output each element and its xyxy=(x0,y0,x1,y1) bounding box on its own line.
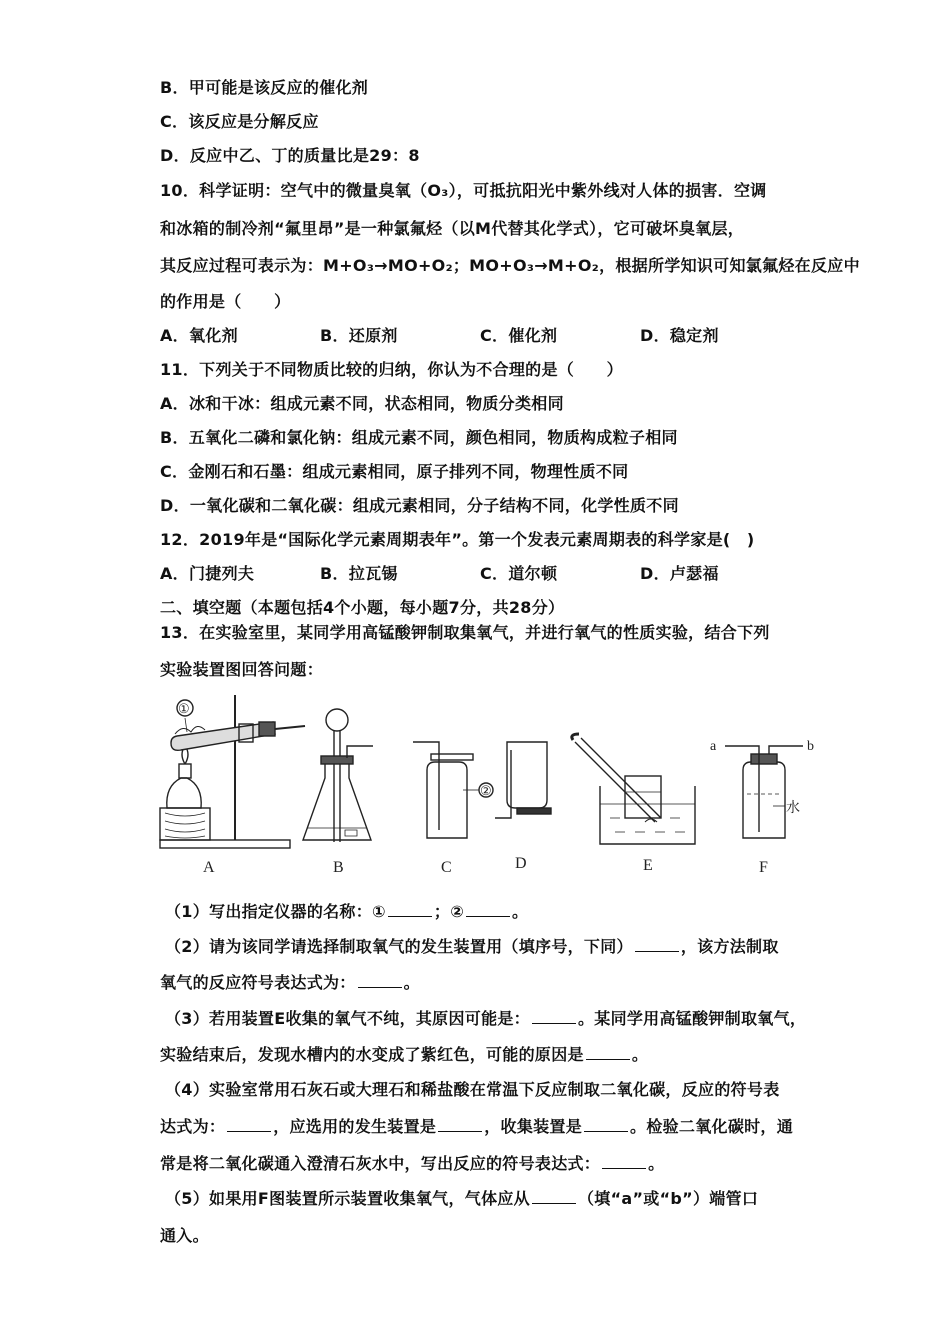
q13-part5-line2: 通入。 xyxy=(160,1226,209,1245)
q12-option-d: D．卢瑟福 xyxy=(640,564,719,583)
apparatus-f xyxy=(725,746,803,838)
blank-4-2[interactable] xyxy=(438,1117,482,1132)
label-e: E xyxy=(643,857,653,874)
q13-part4b-mid1: ，应选用的发生装置是 xyxy=(273,1117,437,1136)
q13-stem-line2: 实验装置图回答问题： xyxy=(160,660,324,679)
q12-option-b: B．拉瓦锡 xyxy=(320,564,398,583)
q13-part4: （4）实验室常用石灰石或大理石和稀盐酸在常温下反应制取二氧化碳，反应的符号表 xyxy=(165,1080,780,1099)
delivery-tube-e xyxy=(575,738,661,822)
label-c: C xyxy=(441,859,452,876)
q10-option-a: A．氧化剂 xyxy=(160,326,238,345)
tube-d xyxy=(495,750,511,818)
blank-3-1[interactable] xyxy=(532,1009,576,1024)
q13-part5 xyxy=(165,1189,758,1209)
q12-option-a: A．门捷列夫 xyxy=(160,564,255,583)
q11-option-b: B．五氧化二磷和氯化钠：组成元素不同，颜色相同，物质构成粒子相同 xyxy=(160,428,678,447)
apparatus-b xyxy=(303,709,373,842)
q12-options xyxy=(160,564,800,584)
q10-option-b: B．还原剂 xyxy=(320,326,398,345)
q9-option-c: C．该反应是分解反应 xyxy=(160,112,319,131)
blank-2-2[interactable] xyxy=(358,973,402,988)
label-d: D xyxy=(515,855,527,872)
stand-base xyxy=(160,840,290,848)
blank-1-2[interactable] xyxy=(466,902,510,917)
q11-stem: 11．下列关于不同物质比较的归纳，你认为不合理的是（ ） xyxy=(160,360,623,379)
q11-option-d: D．一氧化碳和二氧化碳：组成元素相同，分子结构不同，化学性质不同 xyxy=(160,496,679,515)
lamp-cap xyxy=(179,764,191,778)
blank-4-3[interactable] xyxy=(584,1117,628,1132)
q13-part4b-text: 达式为： xyxy=(160,1117,226,1136)
mark-2: ② xyxy=(480,783,492,798)
q13-part4-line2 xyxy=(160,1117,793,1137)
stopper-a xyxy=(259,722,275,736)
q10-stem-line3: 其反应过程可表示为：M+O₃→MO+O₂；MO+O₃→M+O₂，根据所学知识可知氯氟烃在反应中 xyxy=(160,256,860,275)
blank-1-1[interactable] xyxy=(388,902,432,917)
q11-option-a: A．冰和干冰：组成元素不同，状态相同，物质分类相同 xyxy=(160,394,564,413)
q12-stem: 12．2019年是“国际化学元素周期表年”。第一个发表元素周期表的科学家是( ) xyxy=(160,530,755,549)
blank-2-1[interactable] xyxy=(635,937,679,952)
q13-part4-line3 xyxy=(160,1154,664,1174)
q10-stem-line4: 的作用是（ ） xyxy=(160,292,291,311)
stopper-b xyxy=(321,756,353,764)
q13-part4b-post: 。检验二氧化碳时，通 xyxy=(630,1117,794,1136)
q13-part4b-mid2: ，收集装置是 xyxy=(484,1117,583,1136)
q13-part2 xyxy=(165,937,779,957)
label-f: F xyxy=(759,859,768,876)
glass-plate-c xyxy=(431,754,473,760)
tube-c xyxy=(413,742,439,830)
pointer-1 xyxy=(185,718,187,732)
q13-part3-post: 。某同学用高锰酸钾制取氧气， xyxy=(577,1009,807,1028)
alcohol-lamp xyxy=(167,778,201,808)
funnel-bulb xyxy=(326,709,348,731)
q13-part3-text: （3）若用装置E收集的氧气不纯，其原因可能是： xyxy=(165,1009,530,1028)
blank-4-1[interactable] xyxy=(227,1117,271,1132)
q13-part3b-end: 。 xyxy=(631,1045,649,1064)
q13-part3-line2 xyxy=(160,1045,648,1065)
blank-4-4[interactable] xyxy=(602,1154,646,1169)
gas-bottle-f xyxy=(743,762,785,838)
q10-option-c: C．催化剂 xyxy=(480,326,558,345)
gas-bottle-d xyxy=(507,742,547,808)
apparatus-e xyxy=(572,734,695,844)
water-label: 水 xyxy=(786,800,800,816)
q13-part1-mid: ；② xyxy=(433,902,465,921)
q11-option-c: C．金刚石和石墨：组成元素相同，原子排列不同，物理性质不同 xyxy=(160,462,629,481)
q13-part1-end: 。 xyxy=(512,902,529,921)
blank-3-2[interactable] xyxy=(586,1045,630,1060)
q13-part2b-text: 氧气的反应符号表达式为： xyxy=(160,973,356,992)
glass-plate-d xyxy=(517,808,551,814)
q13-part5-text: （5）如果用F图装置所示装置收集氧气，气体应从 xyxy=(165,1189,530,1208)
q10-stem-line1: 10．科学证明：空气中的微量臭氧（O₃），可抵抗阳光中紫外线对人体的损害．空调 xyxy=(160,181,767,200)
q10-options xyxy=(160,326,800,346)
label-b: B xyxy=(333,859,344,876)
q13-part4c-text: 常是将二氧化碳通入澄清石灰水中，写出反应的符号表达式： xyxy=(160,1154,601,1173)
q13-part2b-end: 。 xyxy=(403,973,420,992)
stopper-f xyxy=(751,754,777,764)
q9-option-d: D．反应中乙、丁的质量比是29：8 xyxy=(160,146,420,165)
label-a: A xyxy=(203,859,215,876)
q10-stem-line2: 和冰箱的制冷剂“氟里昂”是一种氯氟烃（以M代替其化学式），它可破坏臭氧层， xyxy=(160,219,745,238)
q13-part2-post: ，该方法制取 xyxy=(680,937,779,956)
apparatus-diagram xyxy=(155,690,815,880)
q12-option-c: C．道尔顿 xyxy=(480,564,558,583)
q13-part1 xyxy=(165,902,528,922)
section-heading: 二、填空题（本题包括4个小题，每小题7分，共28分） xyxy=(160,598,565,617)
q13-part1-text: （1）写出指定仪器的名称：① xyxy=(165,902,386,921)
q13-stem-line1: 13．在实验室里，某同学用高锰酸钾制取集氧气，并进行氧气的性质实验，结合下列 xyxy=(160,623,770,642)
blank-5-1[interactable] xyxy=(532,1189,576,1204)
q13-part2-line2 xyxy=(160,973,420,993)
q13-part5-post: （填“a”或“b”）端管口 xyxy=(577,1189,759,1208)
gas-bottle-c xyxy=(427,762,467,838)
q13-part3 xyxy=(165,1009,806,1029)
port-b-label: b xyxy=(807,739,814,754)
q10-option-d: D．稳定剂 xyxy=(640,326,719,345)
apparatus-d xyxy=(495,742,551,818)
port-a-label: a xyxy=(710,739,717,754)
q13-part3b-text: 实验结束后，发现水槽内的水变成了紫红色，可能的原因是 xyxy=(160,1045,584,1064)
q13-part4c-end: 。 xyxy=(648,1154,665,1173)
mark-1: ① xyxy=(178,701,190,716)
delivery-tube-a xyxy=(275,726,305,729)
apparatus-a xyxy=(160,695,305,848)
q9-option-b: B．甲可能是该反应的催化剂 xyxy=(160,78,369,97)
q13-part2-text: （2）请为该同学请选择制取氧气的发生装置用（填序号，下同） xyxy=(165,937,633,956)
short-tube-f xyxy=(769,746,803,754)
